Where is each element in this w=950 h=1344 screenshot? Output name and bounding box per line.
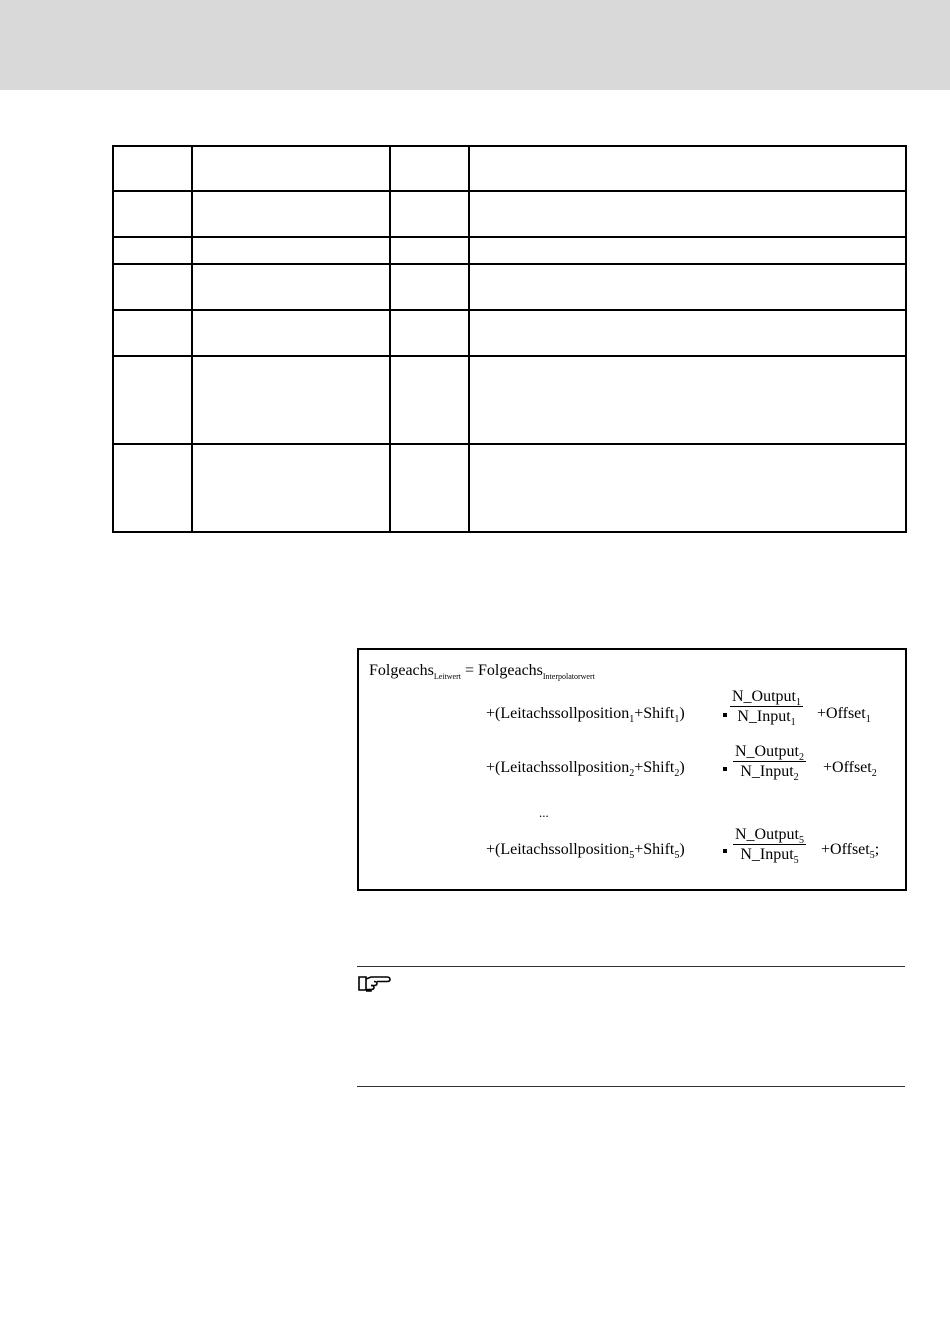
table-row xyxy=(113,264,906,310)
formula-equals: = xyxy=(464,662,475,679)
pointing-hand-icon xyxy=(357,973,391,993)
table-cell xyxy=(192,310,390,356)
table-cell xyxy=(192,191,390,237)
table-cell xyxy=(390,146,469,191)
table-cell xyxy=(113,237,192,264)
table-cell xyxy=(113,356,192,444)
page-header-band xyxy=(0,0,950,90)
formula-term-1-offset: +Offset$_1$ xyxy=(817,705,871,725)
table-cell xyxy=(469,356,906,444)
formula-box xyxy=(357,648,907,891)
table-row xyxy=(113,310,906,356)
table-cell xyxy=(113,264,192,310)
multiply-dot xyxy=(723,713,727,717)
formula-term-2-fraction: N_Output$_2$ N_Input$_2$ xyxy=(735,743,804,783)
formula-term-1-left: +(Leitachssollposition$_1$+Shift$_1$) xyxy=(486,705,685,725)
table-cell xyxy=(113,146,192,191)
table-cell xyxy=(469,191,906,237)
table-cell xyxy=(469,264,906,310)
formula-first-line xyxy=(369,662,595,680)
table-cell xyxy=(390,237,469,264)
table-cell xyxy=(390,444,469,532)
multiply-dot xyxy=(723,849,727,853)
note-bottom-rule xyxy=(357,1086,905,1087)
table-cell xyxy=(192,444,390,532)
table-row xyxy=(113,146,906,191)
table-cell xyxy=(192,237,390,264)
table-cell xyxy=(469,444,906,532)
formula-rhs-subscript: Interpolatorwert xyxy=(542,672,595,681)
table-cell xyxy=(469,310,906,356)
table-row xyxy=(113,356,906,444)
table-cell xyxy=(192,146,390,191)
formula-lhs: Folgeachs xyxy=(369,662,434,679)
table-cell xyxy=(113,191,192,237)
table-cell xyxy=(469,237,906,264)
formula-lhs-subscript: Leitwert xyxy=(433,672,461,681)
note-top-rule xyxy=(357,966,905,967)
formula-term-3-fraction: N_Output$_5$ N_Input$_5$ xyxy=(735,826,804,866)
formula-term-2-offset: +Offset$_2$ xyxy=(823,759,877,779)
table-row xyxy=(113,237,906,264)
parameter-table xyxy=(112,145,907,533)
table-cell xyxy=(192,356,390,444)
formula-term-3-left: +(Leitachssollposition$_5$+Shift$_5$) xyxy=(486,841,685,861)
table-cell xyxy=(192,264,390,310)
multiply-dot xyxy=(723,767,727,771)
table-cell xyxy=(113,310,192,356)
formula-term-1-fraction: N_Output$_1$ N_Input$_1$ xyxy=(732,688,801,728)
table-cell xyxy=(390,310,469,356)
formula-term-3-offset: +Offset$_5$; xyxy=(821,841,880,861)
formula-term-2-left: +(Leitachssollposition$_2$+Shift$_2$) xyxy=(486,759,685,779)
table-cell xyxy=(390,264,469,310)
table-cell xyxy=(390,356,469,444)
formula-ellipsis: ... xyxy=(539,805,549,820)
table-cell xyxy=(469,146,906,191)
formula-rhs: Folgeachs xyxy=(478,662,543,679)
table-row xyxy=(113,191,906,237)
table-cell xyxy=(390,191,469,237)
table-cell xyxy=(113,444,192,532)
table-row xyxy=(113,444,906,532)
